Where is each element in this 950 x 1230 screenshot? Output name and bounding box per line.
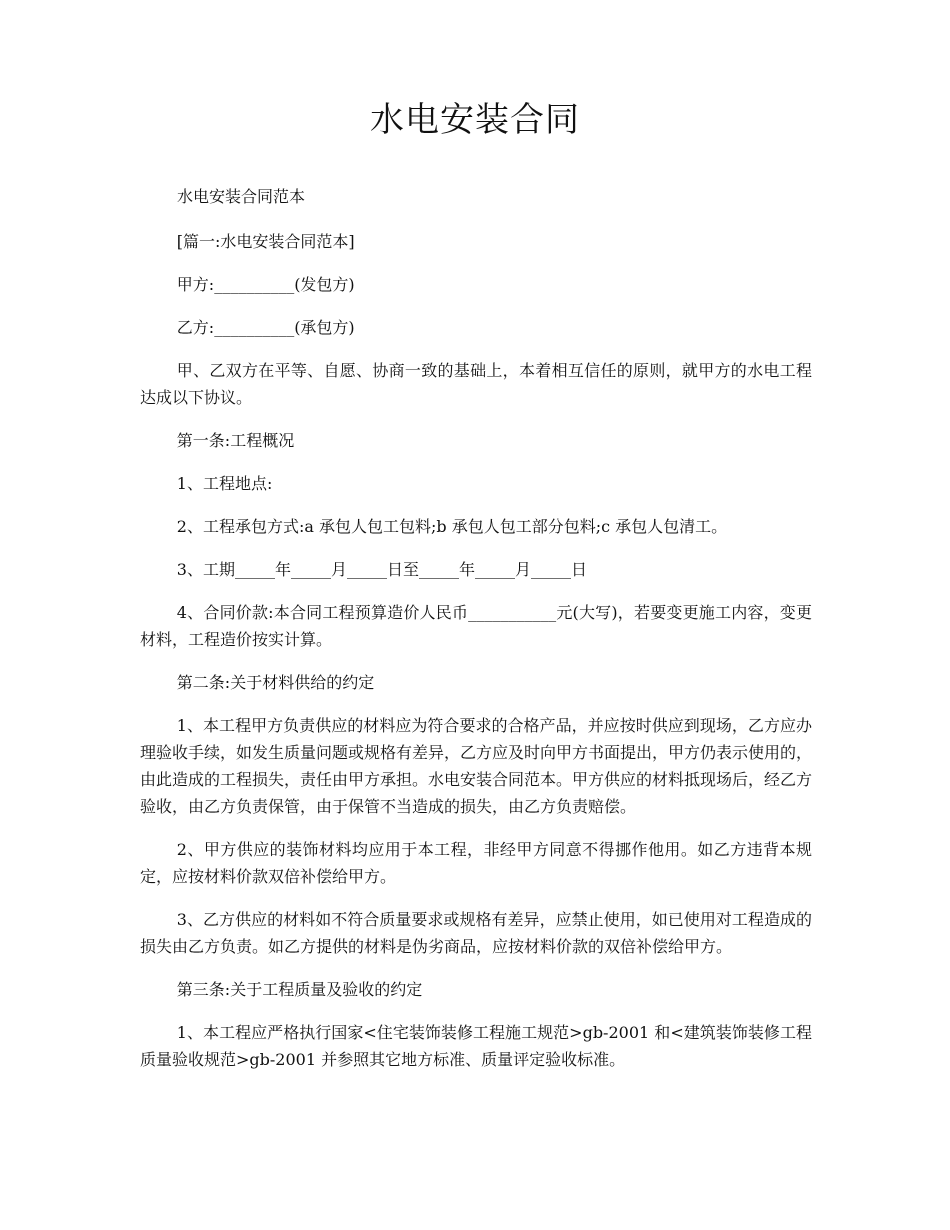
clause-paragraph: 1、本工程甲方负责供应的材料应为符合要求的合格产品，并应按时供应到现场，乙方应办理验收手续，如发生质量问题或规格有差异，乙方应及时向甲方书面提出，甲方仍表示使用的，由此造成的工程损失，责任由甲方承担。水电安装合同范本。甲方供应的材料抵现场后，经乙方验收，由乙方负责保管，由于保管不当造成的损失，由乙方负责赔偿。: [140, 716, 813, 816]
clause-paragraph: 3、工期_____年_____月_____日至_____年_____月_____日: [176, 560, 587, 579]
document-title: 水电安装合同: [370, 100, 580, 140]
document-subtitle: 水电安装合同范本: [177, 187, 306, 206]
party-a-line: 甲方:__________(发包方): [176, 275, 355, 294]
article-heading: 第二条:关于材料供给的约定: [176, 673, 375, 692]
article-heading: 第一条:工程概况: [176, 431, 295, 450]
party-b-line: 乙方:__________(承包方): [176, 318, 355, 337]
clause-paragraph: 2、工程承包方式:a 承包人包工包料;b 承包人包工部分包料;c 承包人包清工。: [176, 517, 728, 536]
clause-paragraph: 2、甲方供应的装饰材料均应用于本工程，非经甲方同意不得挪作他用。如乙方违背本规定，应按材料价款双倍补偿给甲方。: [140, 840, 812, 886]
clause-paragraph: 4、合同价款:本合同工程预算造价人民币___________元(大写)，若要变更施工内容，变更材料，工程造价按实计算。: [140, 603, 812, 649]
clause-paragraph: 1、工程地点:: [176, 474, 273, 493]
document-body: [140, 228, 812, 1089]
article-heading: 第三条:关于工程质量及验收的约定: [176, 980, 423, 999]
clause-paragraph: 3、乙方供应的材料如不符合质量要求或规格有差异，应禁止使用，如已使用对工程造成的损失由乙方负责。如乙方提供的材料是伪劣商品，应按材料价款的双倍补偿给甲方。: [140, 910, 812, 956]
clause-paragraph: 1、本工程应严格执行国家<住宅装饰装修工程施工规范>gb-2001 和<建筑装饰装修工程质量验收规范>gb-2001 并参照其它地方标准、质量评定验收标准。: [140, 1023, 812, 1069]
preamble-paragraph: 甲、乙双方在平等、自愿、协商一致的基础上，本着相互信任的原则，就甲方的水电工程达成以下协议。: [140, 361, 812, 407]
section-heading: [篇一:水电安装合同范本]: [176, 232, 355, 251]
